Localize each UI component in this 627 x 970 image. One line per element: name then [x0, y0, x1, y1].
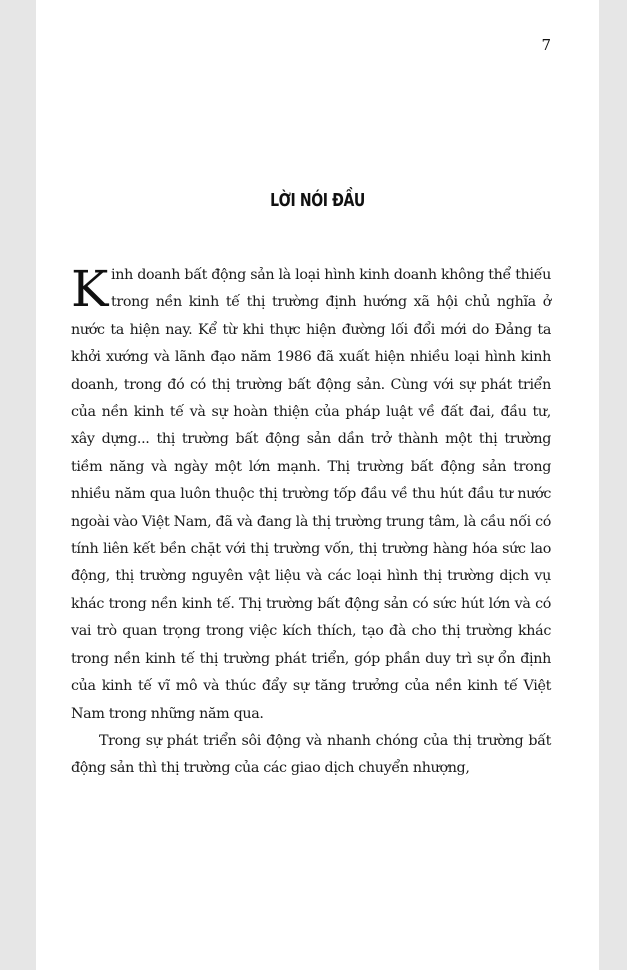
paragraph-2: Trong sự phát triển sôi động và nhanh chóng của thị trường bất động sản thì thị trường của các giao dịch chuyển nhượng, — [71, 732, 551, 777]
page-number: 7 — [541, 36, 551, 54]
body-text — [71, 262, 551, 783]
paragraph-1 — [71, 262, 551, 728]
paragraph-1-text: inh doanh bất động sản là loại hình kinh doanh không thể thiếu trong nền kinh tế thị trường định hướng xã hội chủ nghĩa ở nước ta hiện nay. Kể từ khi thực hiện đường lối đổi mới do Đảng ta khởi xướng và lãnh đạo năm 1986 đã xuất hiện nhiều loại hình kinh doanh, trong đó có thị trường bất động sản. Cùng với sự phát triển của nền kinh tế và sự hoàn thiện của pháp luật về đất đai, đầu tư, xây dựng... thị trường bất động sản dần trở thành một thị trường tiềm năng và ngày một lớn mạnh. Thị trường bất động sản trong nhiều năm qua luôn thuộc thị trường tốp đầu về thu hút đầu tư nước ngoài vào Việt Nam, đã và đang là thị trường trung tâm, là cầu nối có tính liên kết bền chặt với thị trường vốn, thị trường hàng hóa sức lao động, thị trường nguyên vật liệu và các loại hình thị trường dịch vụ khác trong nền kinh tế. Thị trường bất động sản có sức hút lớn và có vai trò quan trọng trong việc kích thích, tạo đà cho thị trường khác trong nền kinh tế thị trường phát triển, góp phần duy trì sự ổn định của kinh tế vĩ mô và thúc đẩy sự tăng trưởng của nền kinh tế Việt Nam trong những năm qua. — [71, 267, 551, 722]
chapter-title: LỜI NÓI ĐẦU — [270, 190, 365, 211]
book-page — [36, 0, 599, 970]
drop-cap: K — [71, 260, 109, 318]
